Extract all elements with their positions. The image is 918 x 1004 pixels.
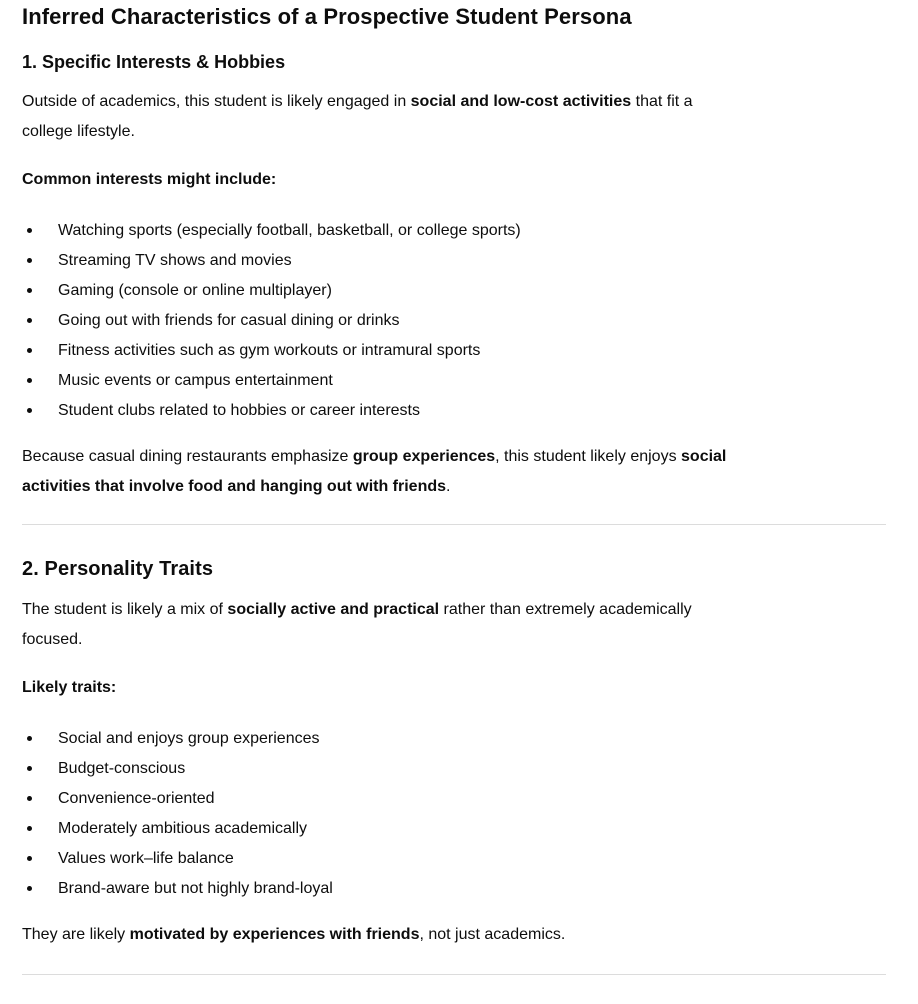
list-item (22, 754, 886, 784)
text: that fit a (631, 93, 693, 110)
bold-text: activities that involve food and hanging out with friends (22, 478, 447, 495)
list-item (22, 844, 886, 874)
list-item (22, 874, 886, 904)
list-item (22, 396, 886, 426)
list-item (22, 246, 886, 276)
interests-list (22, 216, 886, 426)
personality-conclusion-paragraph (22, 920, 886, 950)
section-interests-hobbies (22, 49, 886, 502)
section-heading-personality: 2. Personality Traits (22, 558, 214, 580)
page-title: Inferred Characteristics of a Prospective Student Persona (22, 4, 632, 29)
bold-text: social and low-cost activities (410, 93, 632, 110)
document (0, 2, 918, 995)
list-item-text: Brand-aware but not highly brand-loyal (58, 880, 333, 897)
list-item (22, 784, 886, 814)
bold-text: Common interests might include: (22, 171, 277, 188)
list-item-text: Convenience-oriented (58, 790, 215, 807)
text: . (446, 478, 451, 495)
section-personality-traits (22, 555, 886, 950)
list-item-text: Budget-conscious (58, 760, 186, 777)
list-item (22, 306, 886, 336)
text: focused. (22, 631, 83, 648)
bold-text: socially active and practical (227, 601, 440, 618)
bold-text: Likely traits: (22, 679, 117, 696)
list-item (22, 724, 886, 754)
list-item (22, 366, 886, 396)
list-item-text: Moderately ambitious academically (58, 820, 307, 837)
list-item-text: Music events or campus entertainment (58, 372, 333, 389)
list-item (22, 336, 886, 366)
traits-list-label (22, 673, 886, 703)
interests-list-label (22, 165, 886, 195)
section-divider (22, 524, 886, 525)
interests-conclusion-paragraph (22, 442, 886, 502)
bold-text: social (681, 448, 727, 465)
section-heading-interests: 1. Specific Interests & Hobbies (22, 52, 286, 72)
bold-text: motivated by experiences with friends (129, 926, 420, 943)
bold-text: group experiences (352, 448, 496, 465)
list-item (22, 276, 886, 306)
text: , this student likely enjoys (495, 448, 682, 465)
list-item-text: Social and enjoys group experiences (58, 730, 320, 747)
interests-intro-paragraph (22, 87, 886, 147)
list-item-text: Gaming (console or online multiplayer) (58, 282, 332, 299)
list-item-text: Fitness activities such as gym workouts or intramural sports (58, 342, 481, 359)
list-item-text: Watching sports (especially football, basketball, or college sports) (58, 222, 521, 239)
text: rather than extremely academically (439, 601, 692, 618)
list-item-text: Values work–life balance (58, 850, 234, 867)
text: Outside of academics, this student is likely engaged in (22, 93, 411, 110)
personality-intro-paragraph (22, 595, 886, 655)
text: , not just academics. (419, 926, 566, 943)
list-item (22, 216, 886, 246)
list-item-text: Going out with friends for casual dining or drinks (58, 312, 400, 329)
list-item (22, 814, 886, 844)
section-divider (22, 974, 886, 975)
list-item-text: Student clubs related to hobbies or career interests (58, 402, 420, 419)
list-item-text: Streaming TV shows and movies (58, 252, 292, 269)
text: Because casual dining restaurants emphasize (22, 448, 353, 465)
text: The student is likely a mix of (22, 601, 228, 618)
text: college lifestyle. (22, 123, 135, 140)
text: They are likely (22, 926, 130, 943)
traits-list (22, 724, 886, 904)
